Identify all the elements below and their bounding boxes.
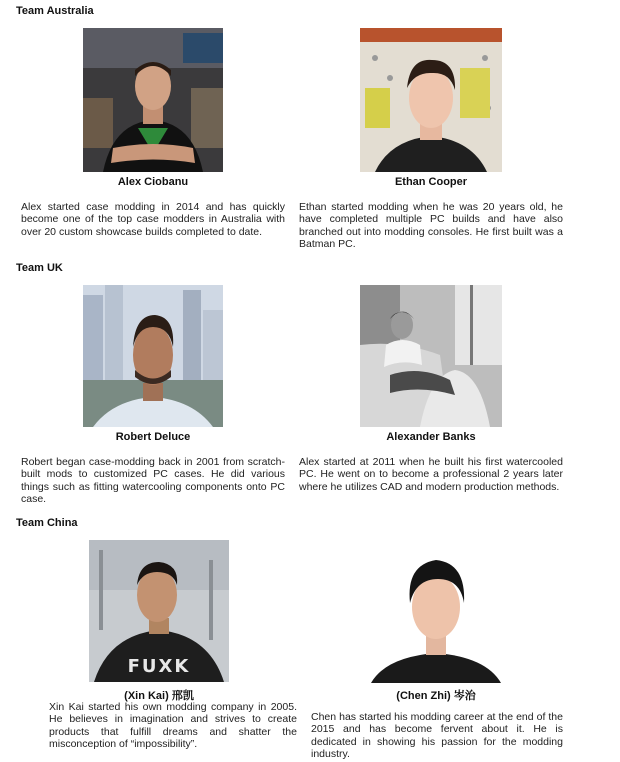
member-name: Alexander Banks [386,431,476,443]
member-bio: Robert began case-modding back in 2001 from scratch-built mods to customized PC cases. He did various things such as fitting watercooling components onto PC case. [21,456,285,506]
member-name: Ethan Cooper [394,176,468,188]
member-bio: Ethan started modding when he was 20 years old, he have completed multiple PC builds and have also branched out into modding consoles. He first built was a Batman PC. [299,201,563,251]
svg-text:FUXK: FUXK [127,656,191,677]
robert-deluce-photo [83,285,223,427]
member-name: (Xin Kai) 邢凯 [124,690,194,702]
team-uk-title: Team UK [16,262,63,274]
member-bio: Alex started case modding in 2014 and has quickly become one of the top case modders in Australia with over 20 custom showcase builds completed to date. [21,201,285,238]
ethan-cooper-photo [360,28,502,172]
alex-ciobanu-photo [83,28,223,172]
chen-zhi-photo [366,545,506,683]
member-name: Robert Deluce [115,431,191,443]
team-china-title: Team China [16,517,78,529]
team-australia-title: Team Australia [16,5,94,17]
xin-kai-photo [89,540,229,682]
member-name: Alex Ciobanu [117,176,189,188]
member-bio: Alex started at 2011 when he built his first watercooled PC. He went on to become a professional 2 years later where he utilizes CAD and modern production methods. [299,456,563,493]
member-name: (Chen Zhi) 岑治 [396,690,476,702]
member-bio: Xin Kai started his own modding company in 2005. He believes in imagination and strives to create products that fulfill dreams and shatter the misconception of “impossibility”. [49,701,297,751]
member-bio: Chen has started his modding career at the end of the 2015 and has become fervent about it. He is dedicated in showing his passion for the modding industry. [311,711,563,761]
alexander-banks-photo [360,285,502,427]
